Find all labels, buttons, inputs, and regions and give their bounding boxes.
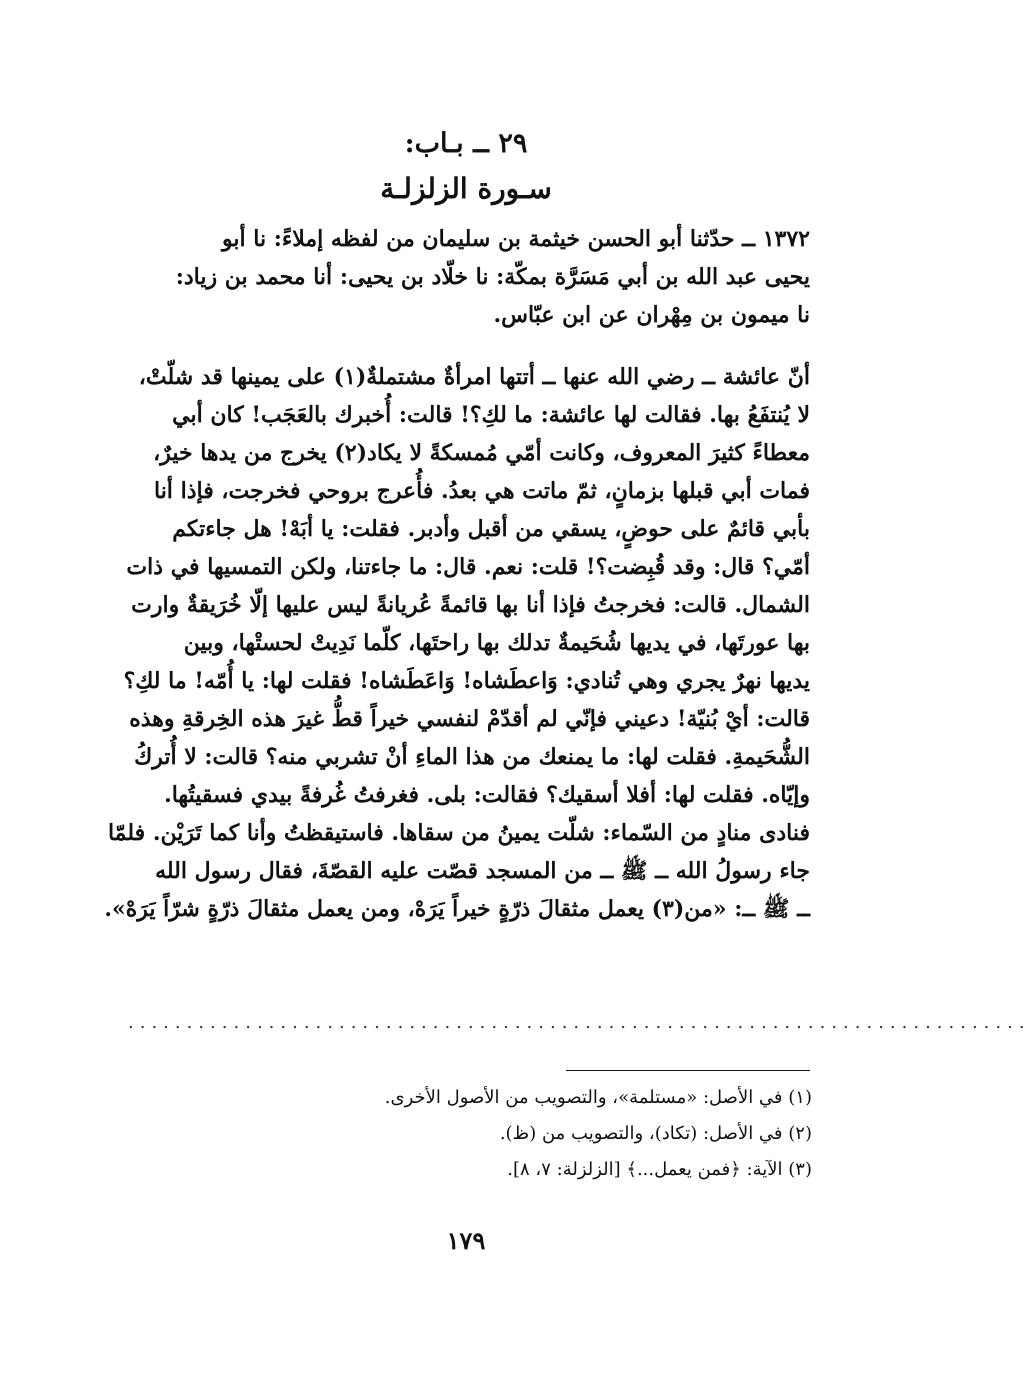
matn-line: الشمال. قالت: فخرجتُ فإذا أنا بها قائمةً عُريانةً ليس عليها إلّا خُرَيقةٌ وارت <box>131 592 810 618</box>
matn-line: ــ ﷺ ــ: «من(٣) يعمل مثقالَ ذرّةٍ خيراً يَرَهْ، ومن يعمل مثقالَ ذرّةٍ شرّاً يَرَهْ». <box>104 896 810 922</box>
isnad-paragraph <box>128 220 810 334</box>
matn-line: فمات أبي قبلها بزمانٍ، ثمّ ماتت هي بعدُ. فأُعرج بروحي فخرجت، فإذا أنا <box>153 478 810 504</box>
page-number: ١٧٩ <box>446 1226 486 1255</box>
matn-line: بأبي قائمٌ على حوضٍ، يسقي من أقبل وأدبر. فقلت: يا أبَهْ! هل جاءتكم <box>172 516 810 542</box>
matn-line: جاء رسولُ الله ــ ﷺ ــ من المسجد قصّت عليه القصّةَ، فقال رسول الله <box>155 858 810 884</box>
footnote: (١) في الأصل: «مستلمة»، والتصويب من الأصول الأخرى. <box>384 1087 812 1108</box>
footnote-rule <box>566 1070 810 1071</box>
footnotes <box>300 1080 812 1188</box>
isnad-line: نا ميمون بن مِهْران عن ابن عبّاس. <box>493 302 810 328</box>
isnad-line: ١٣٧٢ ــ حدّثنا أبو الحسن خيثمة بن سليمان من لفظه إملاءً: نا أبو <box>222 226 810 252</box>
matn-line: فنادى منادٍ من السّماء: شلّت يمينُ من سقاها. فاستيقظتُ وأنا كما تَرَيْن. فلمّا <box>107 820 810 846</box>
footnote: (٢) في الأصل: (تكاد)، والتصويب من (ظ). <box>499 1123 812 1144</box>
matn-line: وإيّاه. فقلت لها: أفلا أسقيك؟ فقالت: بلى. فغرفتُ غُرفةً بيدي فسقيتُها. <box>164 782 810 808</box>
dotted-separator: ............................................................................. <box>128 1012 1031 1033</box>
footnote: (٣) الآية: ﴿فمن يعمل...﴾ [الزلزلة: ٧، ٨]. <box>507 1159 812 1180</box>
matn-paragraph <box>104 358 810 928</box>
matn-line: يديها نهرٌ يجري وهي تُنادي: وَاعطَشاه! وَاعَطَشاه! فقلت لها: يا أُمّه! ما لكِ؟ <box>123 668 810 694</box>
matn-line: أنّ عائشة ــ رضي الله عنها ــ أتتها امرأةٌ مشتملةٌ(١) على يمينها قد شلّتْ، <box>138 364 810 390</box>
chapter-heading: ٢٩ ــ بـاب: <box>404 128 528 159</box>
matn-line: لا يُنتفَعُ بها. فقالت لها عائشة: ما لكِ؟! قالت: أُخبرك بالعَجَب! كان أبي <box>172 402 810 428</box>
surah-title: سـورة الزلزلـة <box>380 172 552 205</box>
matn-line: قالت: أيْ بُنيّة! دعيني فإنّي لم أقدّمْ لنفسي خيراً قطُّ غيرَ هذه الخِرقةِ وهذه <box>129 706 810 732</box>
matn-line: بها عورتَها، في يديها شُحَيمةٌ تدلك بها راحتَها، كلّما نَدِيتْ لحستْها، وبين <box>183 630 810 656</box>
matn-line: معطاءً كثيرَ المعروف، وكانت أمّي مُمسكةً لا يكاد(٢) يخرج من يدها خيرٌ، <box>153 440 810 466</box>
matn-line: الشُّحَيمةِ. فقلت لها: ما يمنعك من هذا الماءِ أنْ تشربي منه؟ قالت: لا أُتركُ <box>134 744 810 770</box>
isnad-line: يحيى عبد الله بن أبي مَسَرَّة بمكّة: نا خلّاد بن يحيى: أنا محمد بن زياد: <box>175 264 810 290</box>
matn-line: أمّي؟ قال: وقد قُبِضت؟! قلت: نعم. قال: ما جاءتنا، ولكن التمسيها في ذات <box>126 554 810 580</box>
